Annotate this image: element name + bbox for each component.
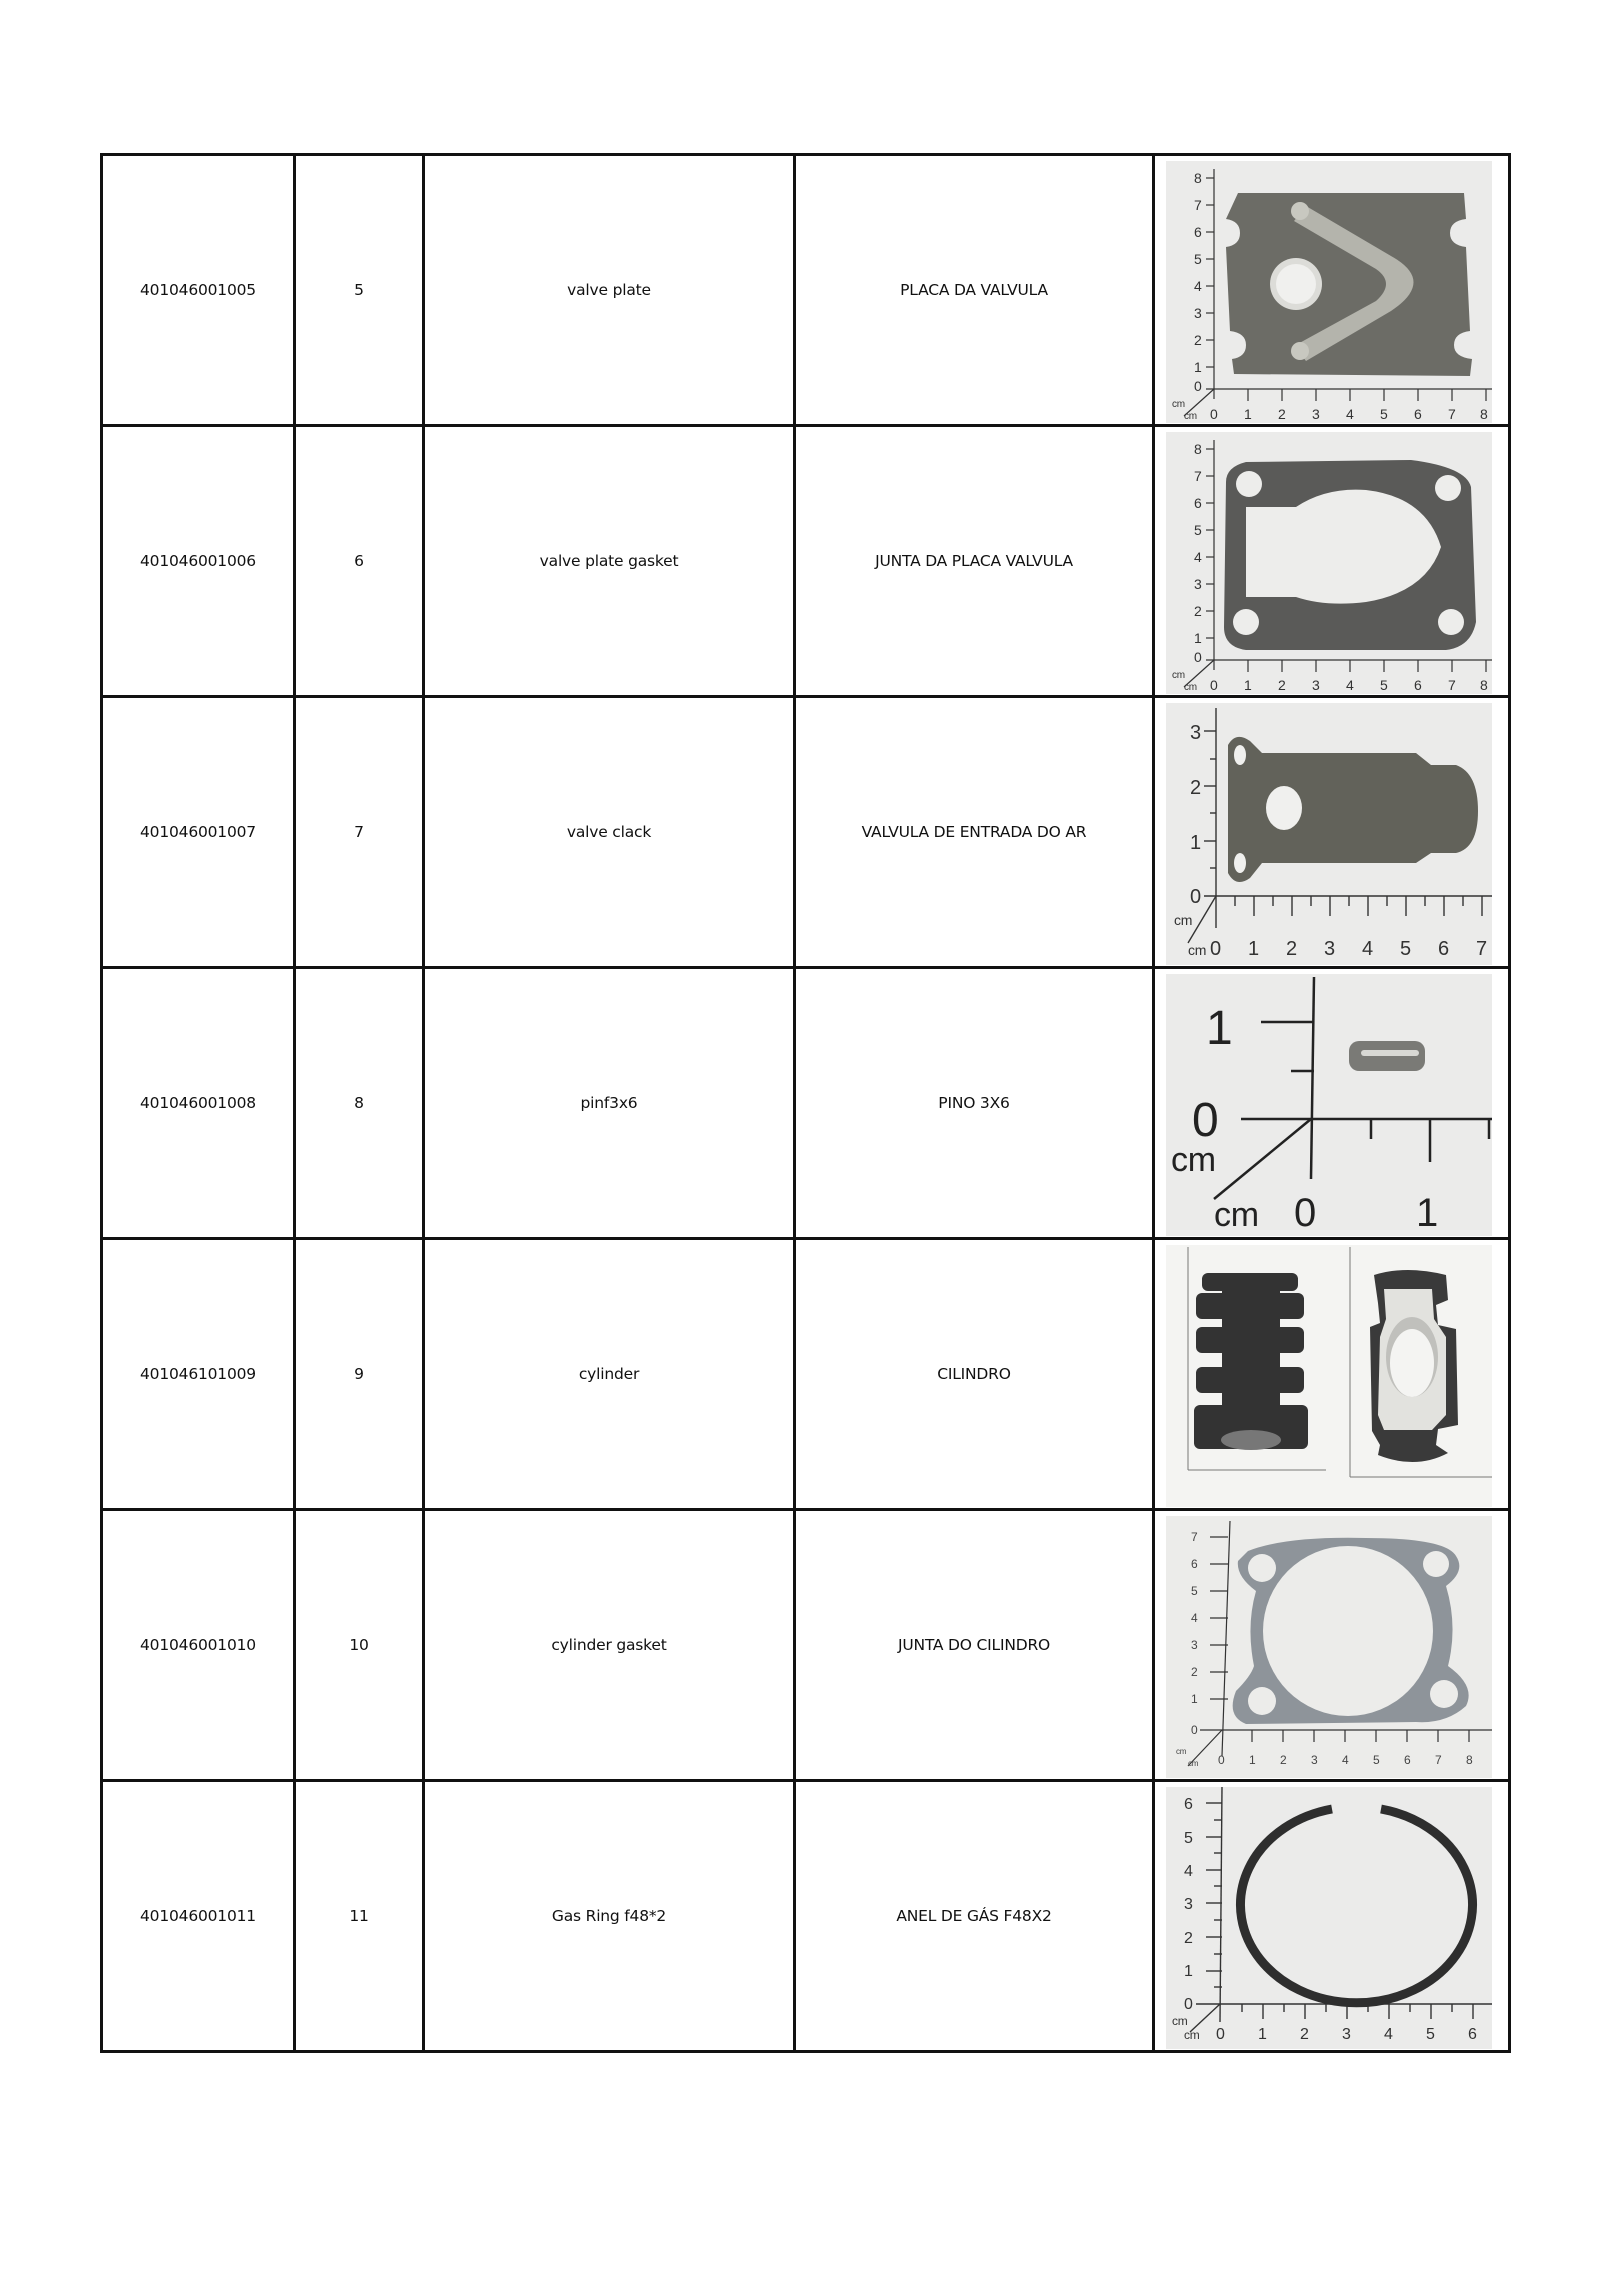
table-row xyxy=(102,1781,1510,2052)
svg-text:1: 1 xyxy=(1416,1191,1439,1235)
svg-text:3: 3 xyxy=(1184,1896,1193,1913)
svg-text:2: 2 xyxy=(1280,1753,1287,1767)
svg-text:1: 1 xyxy=(1248,938,1259,960)
svg-text:6: 6 xyxy=(1191,1557,1198,1571)
part-code: 401046001011 xyxy=(102,1781,295,2052)
part-code: 401046101009 xyxy=(102,1239,295,1510)
svg-text:2: 2 xyxy=(1300,2026,1309,2043)
table-row xyxy=(102,1239,1510,1510)
svg-text:1: 1 xyxy=(1194,359,1202,375)
svg-text:4: 4 xyxy=(1342,1753,1349,1767)
part-name-pt: VALVULA DE ENTRADA DO AR xyxy=(795,697,1154,968)
svg-text:4: 4 xyxy=(1346,677,1354,693)
svg-text:5: 5 xyxy=(1184,1830,1193,1847)
svg-text:7: 7 xyxy=(1194,197,1202,213)
svg-text:cm: cm xyxy=(1172,670,1185,681)
svg-text:7: 7 xyxy=(1194,468,1202,484)
part-image-cell xyxy=(1154,968,1510,1239)
svg-text:1: 1 xyxy=(1184,1963,1193,1980)
svg-text:6: 6 xyxy=(1468,2026,1477,2043)
svg-text:0: 0 xyxy=(1192,1094,1219,1147)
svg-text:7: 7 xyxy=(1476,938,1487,960)
pin-icon xyxy=(1166,974,1492,1236)
svg-text:cm: cm xyxy=(1184,682,1197,693)
position-number: 5 xyxy=(295,155,424,426)
svg-text:3: 3 xyxy=(1311,1753,1318,1767)
svg-text:0: 0 xyxy=(1294,1191,1317,1235)
table-row xyxy=(102,1510,1510,1781)
part-code: 401046001010 xyxy=(102,1510,295,1781)
svg-text:8: 8 xyxy=(1194,170,1202,186)
svg-text:1: 1 xyxy=(1244,677,1252,693)
svg-text:0: 0 xyxy=(1216,2026,1225,2043)
svg-text:5: 5 xyxy=(1194,251,1202,267)
svg-text:8: 8 xyxy=(1466,1753,1473,1767)
svg-text:cm: cm xyxy=(1171,1141,1216,1179)
table-row xyxy=(102,155,1510,426)
part-image-cell xyxy=(1154,1510,1510,1781)
svg-text:8: 8 xyxy=(1480,406,1488,422)
svg-text:cm: cm xyxy=(1184,2028,1200,2042)
svg-text:4: 4 xyxy=(1191,1611,1198,1625)
svg-text:6: 6 xyxy=(1414,406,1422,422)
svg-text:1: 1 xyxy=(1190,832,1201,854)
pin-photo xyxy=(1166,974,1492,1236)
table-row xyxy=(102,426,1510,697)
svg-text:4: 4 xyxy=(1362,938,1373,960)
part-name-en: cylinder xyxy=(424,1239,795,1510)
table-row xyxy=(102,968,1510,1239)
svg-text:cm: cm xyxy=(1188,942,1207,958)
svg-text:5: 5 xyxy=(1426,2026,1435,2043)
cylinder-icon xyxy=(1166,1245,1492,1507)
svg-text:0: 0 xyxy=(1191,1723,1198,1737)
svg-text:5: 5 xyxy=(1194,522,1202,538)
svg-text:5: 5 xyxy=(1400,938,1411,960)
svg-text:3: 3 xyxy=(1324,938,1335,960)
part-name-en: cylinder gasket xyxy=(424,1510,795,1781)
svg-text:2: 2 xyxy=(1278,406,1286,422)
part-code: 401046001008 xyxy=(102,968,295,1239)
svg-text:1: 1 xyxy=(1244,406,1252,422)
svg-text:5: 5 xyxy=(1373,1753,1380,1767)
gas-ring-icon xyxy=(1166,1787,1492,2049)
svg-text:5: 5 xyxy=(1191,1584,1198,1598)
part-name-pt: JUNTA DO CILINDRO xyxy=(795,1510,1154,1781)
svg-text:3: 3 xyxy=(1194,576,1202,592)
cylinder-photo xyxy=(1166,1245,1492,1507)
svg-text:2: 2 xyxy=(1194,603,1202,619)
part-name-en: pinf3x6 xyxy=(424,968,795,1239)
svg-text:2: 2 xyxy=(1190,777,1201,799)
svg-text:cm: cm xyxy=(1184,411,1197,422)
svg-text:3: 3 xyxy=(1194,305,1202,321)
svg-text:cm: cm xyxy=(1188,1759,1199,1768)
svg-text:7: 7 xyxy=(1448,677,1456,693)
svg-text:3: 3 xyxy=(1191,1638,1198,1652)
svg-text:7: 7 xyxy=(1448,406,1456,422)
part-image-cell xyxy=(1154,1239,1510,1510)
svg-text:4: 4 xyxy=(1346,406,1354,422)
svg-text:cm: cm xyxy=(1174,912,1193,928)
svg-text:6: 6 xyxy=(1194,495,1202,511)
valve-plate-gasket-photo xyxy=(1166,432,1492,694)
valve-plate-gasket-icon xyxy=(1166,432,1492,694)
position-number: 10 xyxy=(295,1510,424,1781)
table-row xyxy=(102,697,1510,968)
svg-text:8: 8 xyxy=(1480,677,1488,693)
svg-text:2: 2 xyxy=(1191,1665,1198,1679)
part-image-cell xyxy=(1154,426,1510,697)
part-name-en: Gas Ring f48*2 xyxy=(424,1781,795,2052)
svg-text:5: 5 xyxy=(1380,677,1388,693)
part-name-en: valve clack xyxy=(424,697,795,968)
svg-text:6: 6 xyxy=(1414,677,1422,693)
svg-text:4: 4 xyxy=(1194,549,1202,565)
part-name-pt: ANEL DE GÁS F48X2 xyxy=(795,1781,1154,2052)
part-name-pt: PINO 3X6 xyxy=(795,968,1154,1239)
part-image-cell xyxy=(1154,155,1510,426)
svg-text:5: 5 xyxy=(1380,406,1388,422)
svg-text:0: 0 xyxy=(1194,378,1202,394)
svg-text:2: 2 xyxy=(1184,1930,1193,1947)
svg-text:1: 1 xyxy=(1258,2026,1267,2043)
svg-text:6: 6 xyxy=(1194,224,1202,240)
svg-text:6: 6 xyxy=(1404,1753,1411,1767)
svg-text:1: 1 xyxy=(1249,1753,1256,1767)
svg-text:cm: cm xyxy=(1172,2014,1188,2028)
svg-text:6: 6 xyxy=(1184,1796,1193,1813)
part-image-cell xyxy=(1154,697,1510,968)
part-code: 401046001005 xyxy=(102,155,295,426)
part-name-en: valve plate gasket xyxy=(424,426,795,697)
svg-text:0: 0 xyxy=(1210,406,1218,422)
position-number: 6 xyxy=(295,426,424,697)
svg-text:3: 3 xyxy=(1190,722,1201,744)
svg-text:3: 3 xyxy=(1342,2026,1351,2043)
svg-text:cm: cm xyxy=(1176,1747,1187,1756)
svg-text:1: 1 xyxy=(1191,1692,1198,1706)
position-number: 9 xyxy=(295,1239,424,1510)
valve-plate-photo xyxy=(1166,161,1492,423)
position-number: 8 xyxy=(295,968,424,1239)
cylinder-gasket-icon xyxy=(1166,1516,1492,1778)
svg-text:0: 0 xyxy=(1190,886,1201,908)
svg-text:7: 7 xyxy=(1191,1530,1198,1544)
svg-text:0: 0 xyxy=(1218,1753,1225,1767)
part-name-pt: CILINDRO xyxy=(795,1239,1154,1510)
svg-text:6: 6 xyxy=(1438,938,1449,960)
svg-text:4: 4 xyxy=(1384,2026,1393,2043)
gas-ring-photo xyxy=(1166,1787,1492,2049)
valve-clack-photo xyxy=(1166,703,1492,965)
svg-text:cm: cm xyxy=(1172,399,1185,410)
svg-text:3: 3 xyxy=(1312,406,1320,422)
svg-text:2: 2 xyxy=(1278,677,1286,693)
svg-text:1: 1 xyxy=(1194,630,1202,646)
part-code: 401046001007 xyxy=(102,697,295,968)
svg-text:0: 0 xyxy=(1194,649,1202,665)
svg-text:2: 2 xyxy=(1194,332,1202,348)
svg-text:3: 3 xyxy=(1312,677,1320,693)
svg-text:4: 4 xyxy=(1194,278,1202,294)
part-name-en: valve plate xyxy=(424,155,795,426)
cylinder-gasket-photo xyxy=(1166,1516,1492,1778)
svg-text:cm: cm xyxy=(1214,1196,1259,1234)
parts-table xyxy=(100,153,1511,2053)
svg-text:1: 1 xyxy=(1206,1002,1233,1055)
position-number: 7 xyxy=(295,697,424,968)
svg-text:8: 8 xyxy=(1194,441,1202,457)
svg-text:7: 7 xyxy=(1435,1753,1442,1767)
part-code: 401046001006 xyxy=(102,426,295,697)
svg-text:0: 0 xyxy=(1210,677,1218,693)
part-image-cell xyxy=(1154,1781,1510,2052)
svg-text:4: 4 xyxy=(1184,1863,1193,1880)
part-name-pt: PLACA DA VALVULA xyxy=(795,155,1154,426)
position-number: 11 xyxy=(295,1781,424,2052)
valve-clack-icon xyxy=(1166,703,1492,965)
svg-text:0: 0 xyxy=(1210,938,1221,960)
part-name-pt: JUNTA DA PLACA VALVULA xyxy=(795,426,1154,697)
svg-text:2: 2 xyxy=(1286,938,1297,960)
svg-text:0: 0 xyxy=(1184,1996,1193,2013)
valve-plate-icon xyxy=(1166,161,1492,423)
